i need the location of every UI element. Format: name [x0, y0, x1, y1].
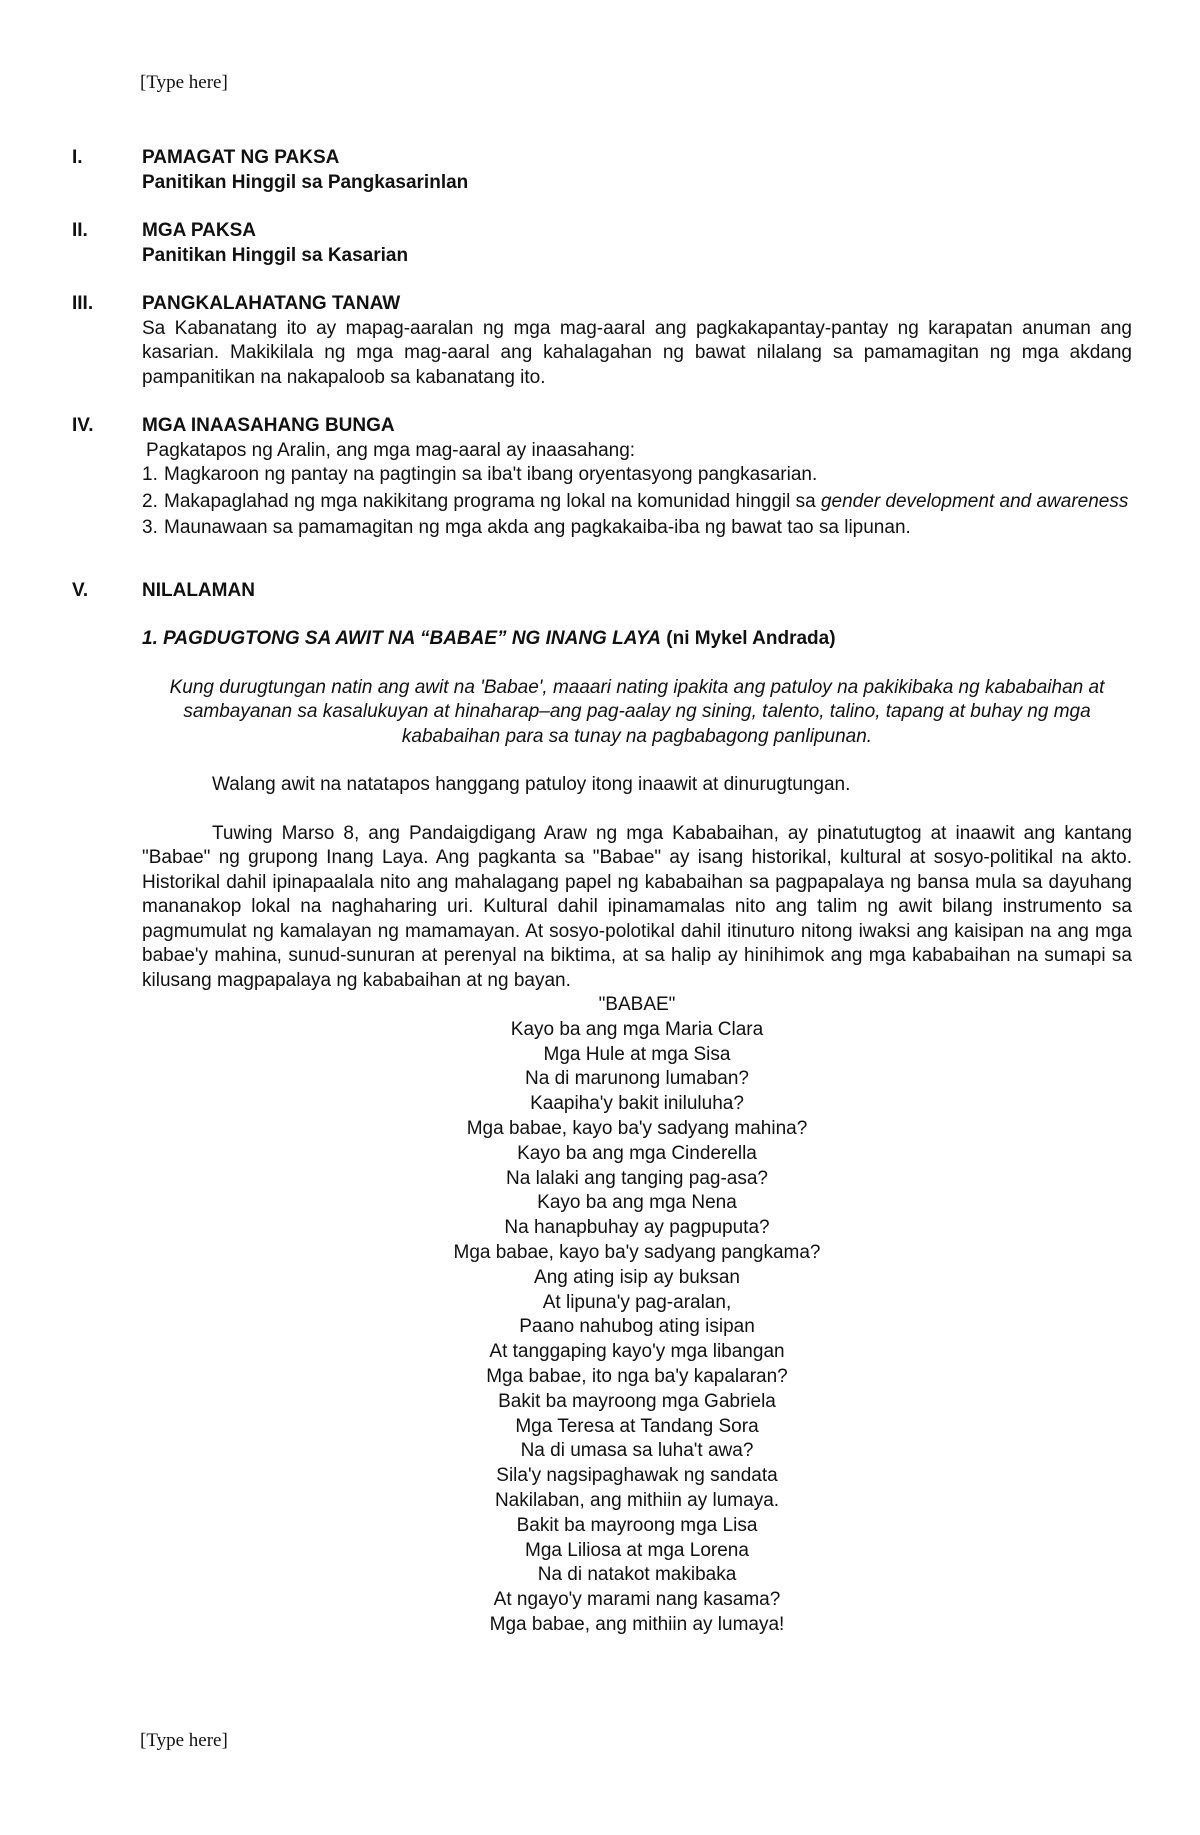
section-title: PANGKALAHATANG TANAW	[142, 293, 401, 314]
section-title: MGA PAKSA	[142, 220, 256, 241]
list-item-text: Maunawaan sa pamamagitan ng mga akda ang pagkakaiba-iba ng bawat tao sa lipunan.	[164, 517, 911, 538]
document-body	[72, 146, 1132, 1638]
poem-line: Bakit ba mayroong mga Gabriela	[498, 1390, 776, 1412]
poem-line: Na di natakot makibaka	[537, 1564, 737, 1586]
poem-line: Mga babae, kayo ba'y sadyang pangkama?	[453, 1241, 821, 1263]
poem-line: Sila'y nagsipaghawak ng sandata	[496, 1465, 778, 1487]
section-4	[72, 414, 1132, 541]
poem-line: At ngayo'y marami nang kasama?	[493, 1589, 781, 1611]
section-numeral: IV.	[72, 415, 94, 436]
list-item-number: 2.	[142, 490, 158, 512]
section-title: MGA INAASAHANG BUNGA	[142, 415, 395, 436]
poem-line: Paano nahubog ating isipan	[519, 1316, 755, 1338]
poem	[142, 993, 1132, 1638]
list-item-text: Makapaglahad ng mga nakikitang programa ng lokal na komunidad hinggil sa	[164, 490, 821, 512]
poem-line: Mga babae, ito nga ba'y kapalaran?	[486, 1365, 788, 1387]
objectives-list	[142, 463, 1132, 541]
poem-line: Mga Teresa at Tandang Sora	[515, 1415, 759, 1437]
section-body-text: Sa Kabanatang ito ay mapag-aaralan ng mga mag-aaral ang pagkakapantay-pantay ng karapatan anuman ang kasarian. Makikilala ng mga mag-aaral ang kahalagahan ng bawat nilalang sa pamamagitan ng mga akdang pampanitikan na nakapaloob sa kabanatang ito.	[142, 317, 1132, 388]
list-item	[142, 463, 1132, 488]
poem-lines	[142, 1018, 1132, 1638]
list-item-number: 3.	[142, 517, 158, 538]
section-2	[72, 219, 1132, 268]
poem-line: Nakilaban, ang mithiin ay lumaya.	[494, 1489, 780, 1511]
list-item	[142, 516, 1132, 541]
objectives-intro: Pagkatapos ng Aralin, ang mga mag-aaral ay inaasahang:	[146, 439, 636, 461]
list-item-italic-text: gender development and awareness	[820, 490, 1129, 512]
poem-line: Kayo ba ang mga Nena	[537, 1192, 737, 1214]
poem-line: Na lalaki ang tanging pag-asa?	[506, 1167, 768, 1189]
poem-line: Na di marunong lumaban?	[525, 1068, 749, 1090]
poem-line: Na hanapbuhay ay pagpuputa?	[504, 1217, 770, 1239]
list-item	[142, 490, 1132, 515]
section-subtitle: Panitikan Hinggil sa Kasarian	[142, 244, 409, 266]
poem-line: Mga babae, ang mithiin ay lumaya!	[489, 1613, 785, 1635]
section-1	[72, 146, 1132, 195]
poem-line: Na di umasa sa luha't awa?	[520, 1440, 754, 1462]
poem-line: Ang ating isip ay buksan	[534, 1266, 740, 1288]
section-title: PAMAGAT NG PAKSA	[142, 147, 340, 168]
page-header: [Type here]	[140, 72, 228, 93]
section-numeral: II.	[72, 220, 88, 241]
poem-line: At lipuna'y pag-aralan,	[542, 1291, 732, 1313]
poem-line: Mga Liliosa at mga Lorena	[525, 1539, 749, 1561]
work-abstract: Kung durugtungan natin ang awit na 'Babae', maaari nating ipakita ang patuloy na pakikibaka ng kababaihan at sambayanan sa kasalukuyan at hinaharap–ang pag-aalay ng sining, talento, talino, tapang at buhay ng mga kababaihan para sa tunay na pagbabagong panlipunan.	[169, 676, 1105, 747]
section-subtitle: Panitikan Hinggil sa Pangkasarinlan	[142, 171, 469, 193]
poem-line: Kayo ba ang mga Maria Clara	[510, 1018, 764, 1040]
section-title: NILALAMAN	[142, 579, 255, 601]
poem-line: Kayo ba ang mga Cinderella	[517, 1142, 757, 1164]
section-numeral: V.	[72, 579, 89, 601]
section-3	[72, 292, 1132, 390]
section-numeral: I.	[72, 147, 83, 168]
opening-quote: Walang awit na natatapos hanggang patuloy itong inaawit at dinurugtungan.	[212, 774, 851, 795]
poem-line: Bakit ba mayroong mga Lisa	[516, 1514, 758, 1536]
work-title: 1. PAGDUGTONG SA AWIT NA “BABAE” NG INANG LAYA (ni Mykel Andrada)	[142, 628, 836, 649]
poem-line: At tanggaping kayo'y mga libangan	[489, 1341, 785, 1363]
list-item-number: 1.	[142, 464, 158, 485]
page-footer: [Type here]	[140, 1730, 228, 1751]
poem-line: Kaapiha'y bakit iniluluha?	[530, 1093, 744, 1115]
section-5	[72, 579, 1132, 1638]
work-author: ni Mykel Andrada)	[672, 628, 836, 649]
poem-title: "BABAE"	[598, 994, 676, 1015]
poem-line: Mga babae, kayo ba'y sadyang mahina?	[466, 1117, 808, 1139]
list-item-text: Magkaroon ng pantay na pagtingin sa iba't ibang oryentasyong pangkasarian.	[164, 464, 818, 485]
body-paragraph: Tuwing Marso 8, ang Pandaigdigang Araw ng mga Kababaihan, ay pinatutugtog at inaawit ang kantang "Babae" ng grupong Inang Laya. Ang pagkanta sa "Babae" ay isang historikal, kultural at sosyo-politikal na akto. Historikal dahil ipinapaalala nito ang mahalagang papel ng kababaihan sa pagpapalaya ng bansa mula sa dayuhang mananakop lokal na naghaharing uri. Kultural dahil ipinamamalas nito ang talim ng awit bilang instrumento sa pagmumulat ng kamalayan ng mamamayan. At sosyo-polotikal dahil itinuturo nitong iwaksi ang kaisipan na ang mga babae'y mahina, sunud-sunuran at perenyal na biktima, at sa halip ay hinihimok ang mga kababaihan na sumapi sa kilusang magpapalaya ng kababaihan at ng bayan.	[142, 822, 1132, 991]
section-numeral: III.	[72, 293, 94, 314]
poem-line: Mga Hule at mga Sisa	[543, 1043, 731, 1065]
